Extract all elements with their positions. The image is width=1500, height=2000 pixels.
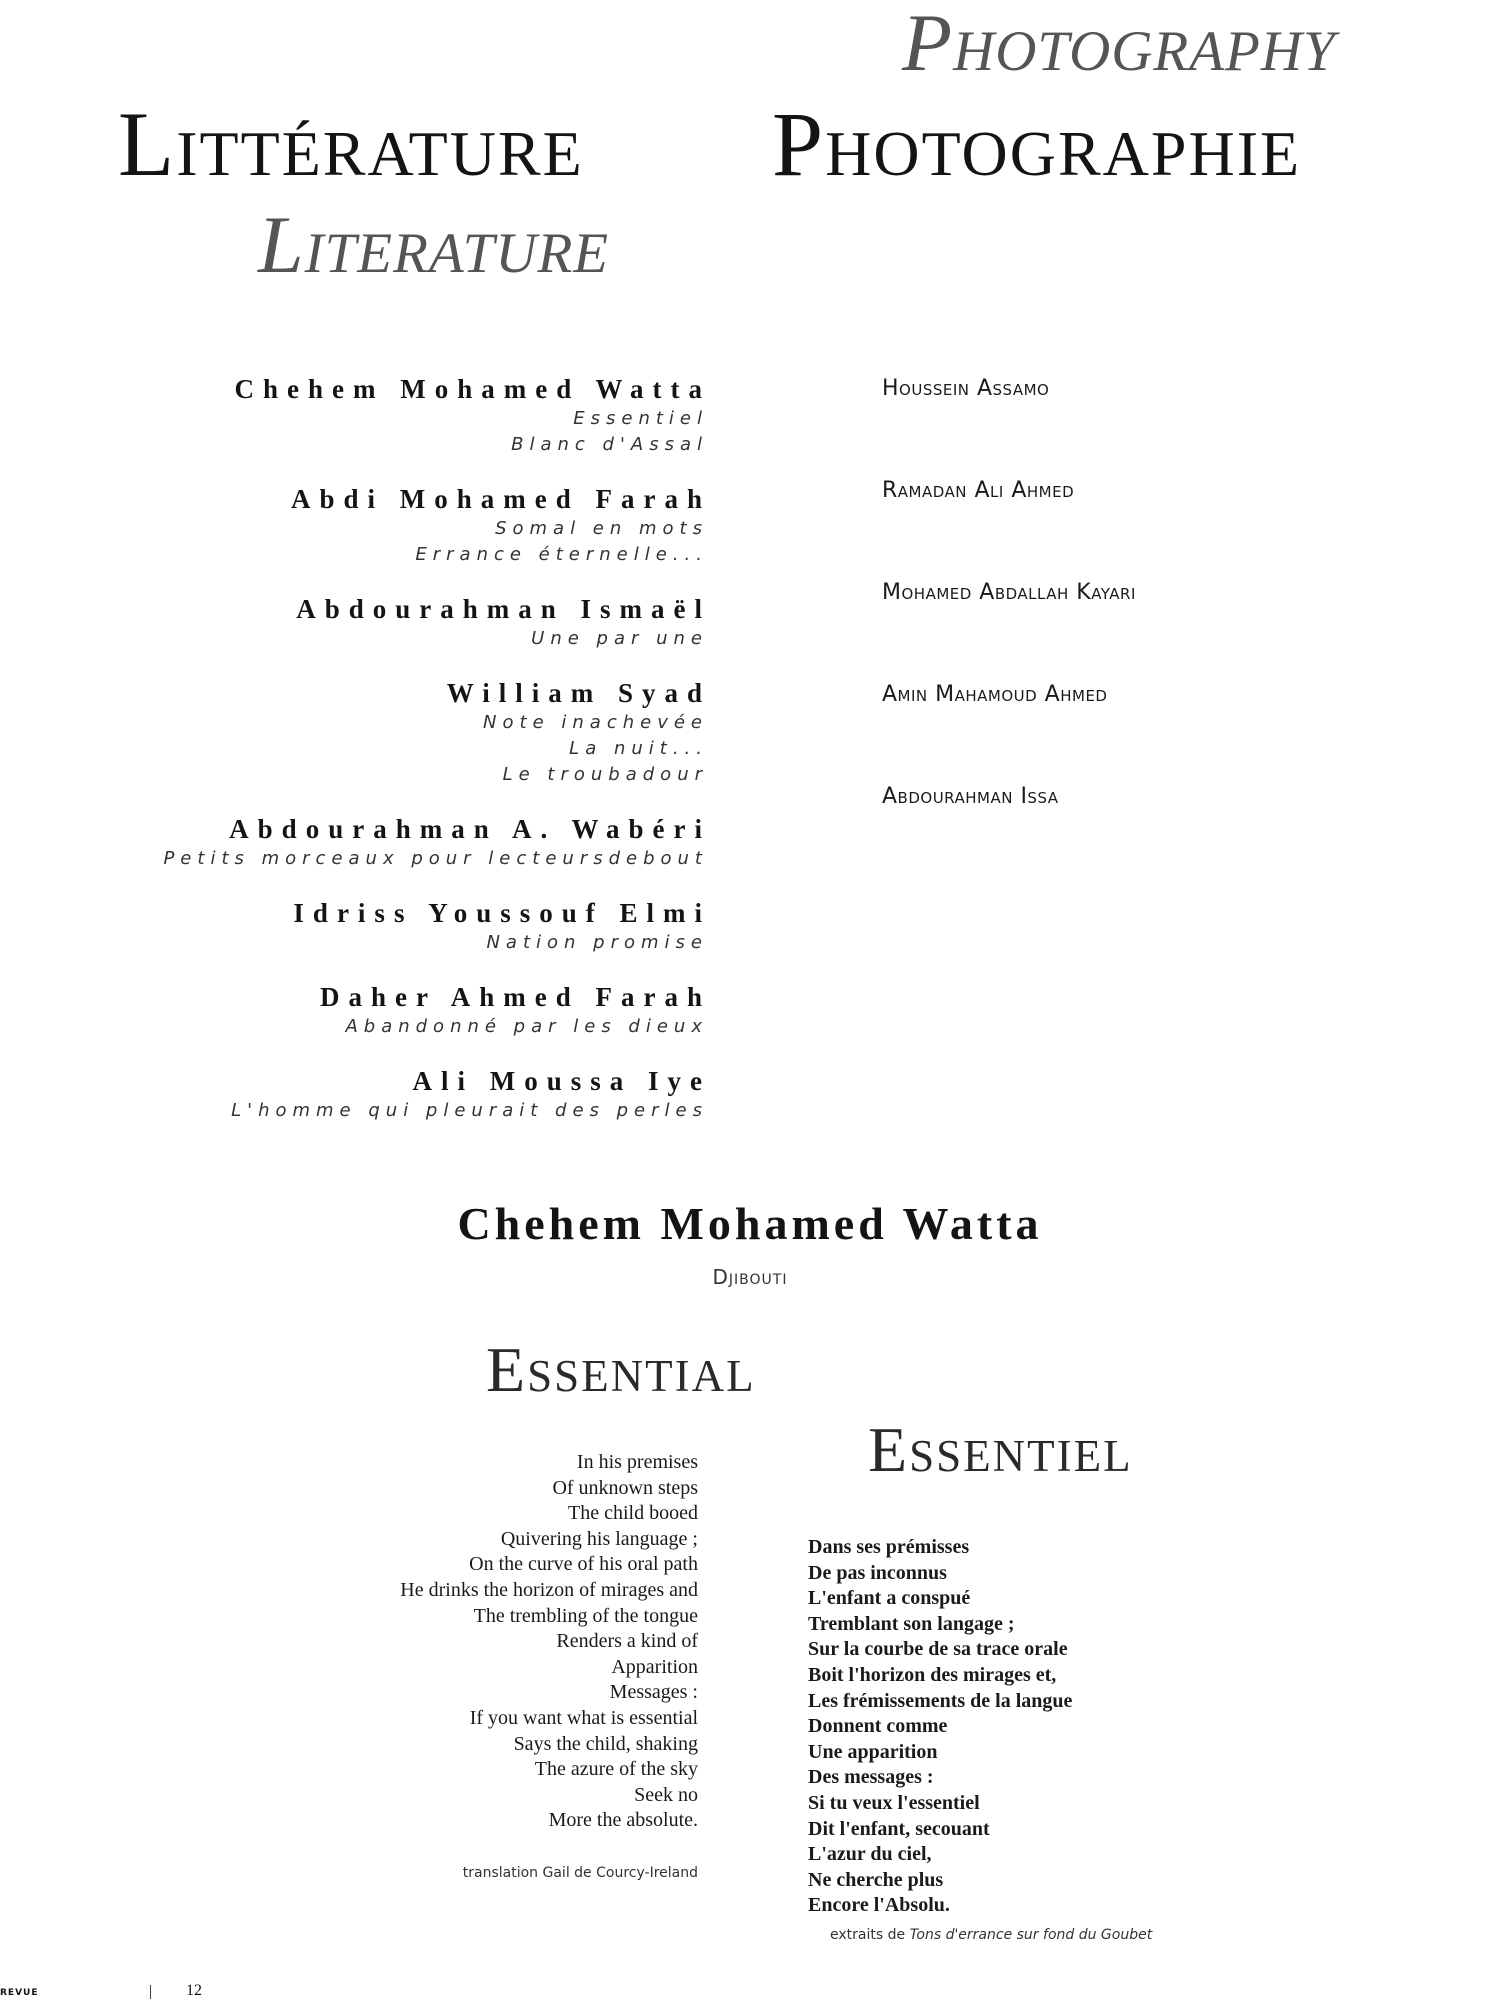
poem-line: Ne cherche plus [808,1868,944,1891]
literature-entry [80,1064,711,1124]
poem-line: L'azur du ciel, [808,1843,932,1866]
poem-line: Des messages : [808,1766,934,1789]
poem-title-fr: Essentiel [868,1414,1133,1485]
literature-entry [80,812,711,872]
literature-entry [80,896,711,956]
author-name: William Syad [446,678,711,708]
poem-line: The trembling of the tongue [473,1604,698,1627]
poem-line: More the absolute. [548,1809,698,1832]
author-name: Chehem Mohamed Watta [234,374,711,404]
poet-name: Chehem Mohamed Watta [457,1198,1043,1249]
literature-entry [80,592,711,652]
poem-french [808,1535,1072,1919]
work-title: Essentiel [573,408,708,429]
literature-entry [80,482,711,568]
translation-credit: translation Gail de Courcy-Ireland [462,1865,698,1881]
work-title: Petits morceaux pour lecteursdebout [163,848,708,869]
poem-line: On the curve of his oral path [469,1553,698,1576]
photography-list [882,376,1136,886]
poem-line: The child booed [568,1502,698,1525]
poem-line: Boit l'horizon des mirages et, [808,1663,1057,1686]
poem-line: Si tu veux l'essentiel [808,1791,980,1814]
work-title: Abandonné par les dieux [345,1016,708,1037]
literature-entry [80,980,711,1040]
page-number: 12 [186,1982,202,1999]
poem-line: Messages : [609,1681,698,1704]
poem-line: Apparition [611,1655,698,1678]
literature-list [80,372,711,1148]
author-name: Ali Moussa Iye [412,1066,711,1096]
excerpt-prefix: extraits de [830,1927,906,1943]
header-photography-fr: Photographie [772,93,1302,195]
work-title: Somal en mots [495,518,708,539]
photographer-name: Mohamed Abdallah Kayari [882,580,1136,605]
author-name: Abdourahman A. Wabéri [229,814,711,844]
poem-line: Les frémissements de la langue [808,1689,1073,1712]
poem-line: In his premises [576,1451,698,1473]
photographer-name: Amin Mahamoud Ahmed [882,682,1108,707]
excerpt-source: Tons d'errance sur fond du Goubet [909,1927,1153,1943]
poem-line: Says the child, shaking [513,1732,698,1755]
photographer-name: Abdourahman Issa [882,784,1059,809]
work-title: La nuit... [569,738,708,759]
footer-divider [150,1985,151,1999]
excerpt-credit [830,1927,1152,1943]
poem-line: Quivering his language ; [500,1527,698,1550]
poet-country: Djibouti [712,1265,788,1289]
header-photography-en: Photography [902,0,1336,88]
photographer-name: Ramadan Ali Ahmed [882,478,1075,503]
poem-title-en: Essential [486,1334,756,1405]
work-title: Nation promise [486,932,708,953]
poem-line: L'enfant a conspué [808,1587,971,1610]
poem-english [400,1450,698,1834]
work-title: Blanc d'Assal [511,434,708,455]
poem-line: If you want what is essential [469,1706,698,1729]
poem-line: Dans ses prémisses [808,1536,970,1558]
literature-entry [80,676,711,788]
author-name: Daher Ahmed Farah [319,982,711,1012]
poem-line: Seek no [634,1783,698,1806]
poem-line: Dit l'enfant, secouant [808,1817,990,1840]
literature-entry [80,372,711,458]
poem-line: Tremblant son langage ; [808,1612,1015,1635]
poem-line: The azure of the sky [534,1758,698,1781]
poem-line: Donnent comme [808,1715,948,1738]
work-title: Note inachevée [483,712,708,733]
author-name: Abdourahman Ismaël [296,594,711,624]
magazine-name: REVUE [0,1988,39,1998]
poem-line: Encore l'Absolu. [808,1894,950,1917]
work-title: Une par une [531,628,708,649]
poem-line: He drinks the horizon of mirages and [400,1578,698,1601]
work-title: L'homme qui pleurait des perles [231,1100,708,1121]
work-title: Errance éternelle... [415,544,708,565]
header-literature-en: Literature [258,199,610,290]
photographer-name: Houssein Assamo [882,376,1050,401]
author-name: Idriss Youssouf Elmi [293,898,711,928]
poem-line: Sur la courbe de sa trace orale [808,1638,1068,1661]
poem-line: Of unknown steps [552,1476,698,1499]
poem-line: Une apparition [808,1740,938,1763]
poem-line: De pas inconnus [808,1561,947,1584]
author-name: Abdi Mohamed Farah [290,484,711,514]
poem-line: Renders a kind of [556,1630,698,1653]
header-literature-fr: Littérature [118,93,584,195]
work-title: Le troubadour [502,764,708,785]
